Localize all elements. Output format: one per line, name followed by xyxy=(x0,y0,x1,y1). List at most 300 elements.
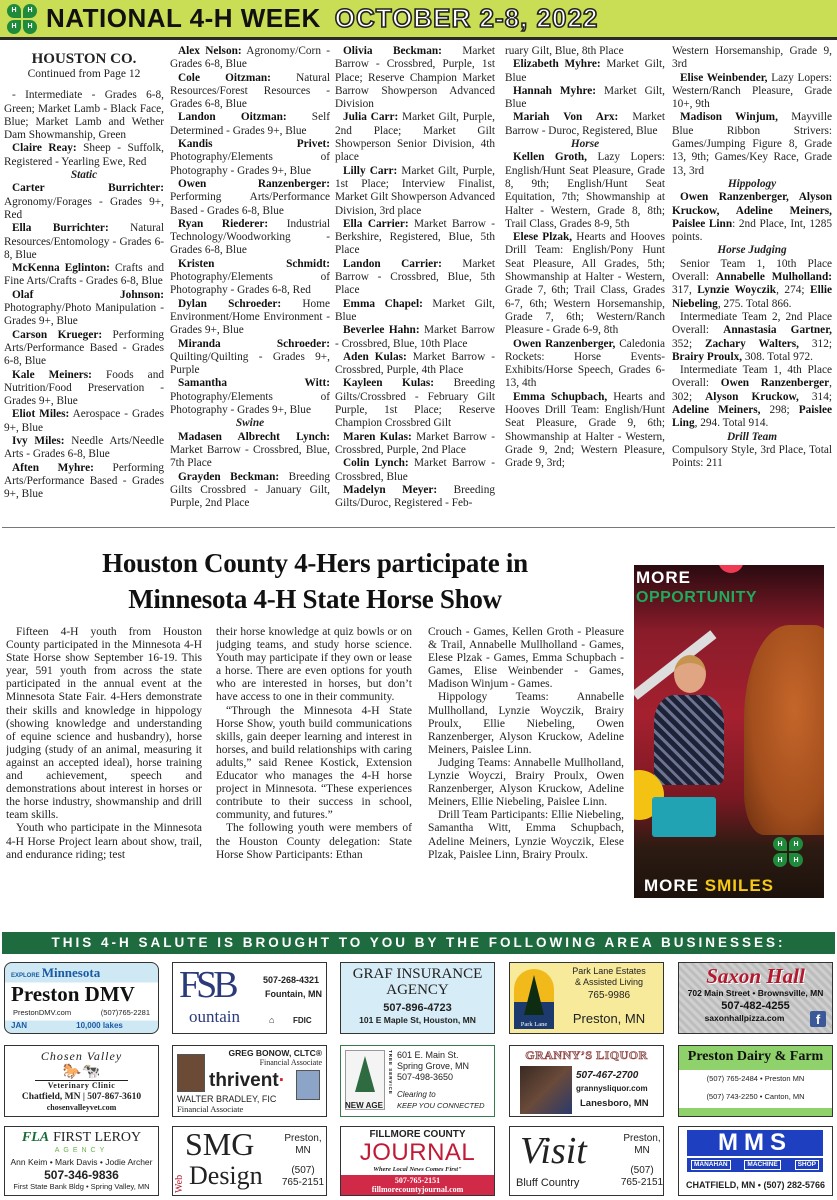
ad-state: MN xyxy=(295,1145,311,1156)
result-text: Agronomy/Corn - Grades 6-8, Blue xyxy=(170,45,331,71)
result-text: Market Gilt, Blue xyxy=(505,58,665,84)
article-paragraph: Crouch - Games, Kellen Groth - Pleasure & Trail, Annabelle Mullholland - Games, Elese Plzak - Games, Emma Schupbach - Games, Elise Weinbender - Games, Madison Winjum - Games. xyxy=(428,626,624,691)
result-text: , 294. Total 914. xyxy=(694,417,769,430)
ad-slogan-2: KEEP YOU CONNECTED xyxy=(397,1101,485,1110)
result-entry xyxy=(170,72,330,112)
ad-fsb-fountain[interactable] xyxy=(172,962,327,1034)
ad-phone: 507-896-4723 xyxy=(383,1002,452,1014)
result-text: 317, xyxy=(672,284,698,297)
participant-name: Madasen Albrecht Lynch: xyxy=(178,430,330,443)
participant-name: Ellie Niebeling xyxy=(672,284,832,310)
result-text: ruary Gilt, Blue, 8th Place xyxy=(505,45,624,57)
article-paragraph: Drill Team Participants: Ellie Niebeling, Samantha Witt, Emma Schupbach, Adeline Meiners, Lynzie Woyczik, Elese Plzak, Paislee Linn, Brairy Proulx. xyxy=(428,809,624,861)
ad-location: Fountain, MN xyxy=(265,989,322,999)
article-paragraph: “Through the Minnesota 4-H State Horse Show, youth build communications skills, gain deeper learning and interest in horses, and build relationships with caring adults,” said Renee Kostick, Extension Educator who manages the 4-H horse project in Minnesota. “These experiences contribute to their success in school, community, and futures.” xyxy=(216,704,412,822)
participant-name: Elise Weinbender, xyxy=(680,71,768,84)
ad-new-age-tree-service[interactable] xyxy=(340,1045,495,1117)
participant-name: Kandis Privet: xyxy=(178,138,330,151)
ad-address: 101 E Maple St, Houston, MN xyxy=(359,1015,476,1025)
result-text: Mayville Blue Ribbon Strivers: Games/Jumping Figure 8, Grade 13, 9th; Games/Key Race, Grade 13, 3rd xyxy=(672,111,832,177)
promo-line-2: OPPORTUNITY xyxy=(636,589,758,606)
clover-leaf: H xyxy=(773,853,787,867)
ad-name: Saxon Hall xyxy=(706,964,805,988)
result-text: Performing Arts/Performance Based - Grades 6-8, Blue xyxy=(4,328,165,368)
result-text: Market Gilt, Purple, 2nd Place; Market Gilt Showperson Senior Division, 4th place xyxy=(335,111,496,164)
result-text: Senior Team 1, 10th Place Overall: xyxy=(672,257,832,284)
participant-name: Ella Burrichter: xyxy=(12,222,109,235)
result-entry xyxy=(4,462,164,502)
participant-name: Emma Chapel: xyxy=(343,297,423,310)
participant-name: Owen Ranzenberger, Alyson Kruckow, Adeline Meiners, Paislee Linn xyxy=(672,191,832,230)
result-text: Breeding Gilts/Crossbred - February Gilt Purple, 1st Place; Reserve Champion Crossbred Gilt xyxy=(335,377,496,430)
participant-name: Carter Burrichter: xyxy=(12,182,164,195)
participant-name: Kellen Groth, xyxy=(513,151,587,164)
ad-url: PrestonDMV.com xyxy=(13,1008,72,1017)
ad-body xyxy=(679,1070,832,1108)
mms-word: MACHINE xyxy=(744,1160,780,1170)
result-text: Needle Arts/Needle Arts - Grades 6-8, Blue xyxy=(4,435,164,461)
participant-name: Landon Oitzman: xyxy=(178,111,287,124)
result-text: , 302; xyxy=(672,377,832,403)
ad-slogan: Clearing to xyxy=(397,1090,436,1099)
result-text: Lazy Lopers: Western/Ranch Pleasure, Grade 10+, 9th xyxy=(672,71,832,111)
category-heading: Static xyxy=(70,169,98,182)
result-text: Intermediate Team 2, 2nd Place Overall: xyxy=(672,310,832,337)
result-entry xyxy=(672,45,832,72)
participant-name: Owen Ranzenberger xyxy=(720,377,830,390)
thrivent-logo xyxy=(209,1070,285,1092)
result-entry xyxy=(335,484,495,511)
participant-name: Madison Winjum, xyxy=(680,111,778,124)
ad-url: fillmorecountyjournal.com xyxy=(371,1185,464,1194)
result-text: Lazy Lopers: English/Hunt Seat Pleasure, Grade 8, 9th; English/Hunt Seat Equitation, 7th; Showmanship at Halter - Western, Grade 8, 8th; Trail Class, Grades 8-9, 5th xyxy=(505,151,665,230)
result-text: Market Barrow - Crossbred, Blue, 7th Place xyxy=(170,443,330,470)
headline-line-1: Houston County 4-Hers participate in xyxy=(102,548,528,578)
article-paragraph: Fifteen 4-H youth from Houston County participated in the Minnesota 4-H State Horse show September 16-19. This year, 591 youth from across the state participated in the annual event at the Minnesota State Fair. 4-Hers demonstrate their skills and knowledge in hippology (showing knowledge and understanding of equine science and husbandry), horse judging (study of an animal, measuring it against an accepted ideal), horse training and achievement, speech and demonstrations about interest in horses or the horse industry, showmanship and drill team skills. xyxy=(6,626,202,822)
result-entry xyxy=(4,408,164,435)
ad-agency: AGENCY xyxy=(54,1147,109,1154)
result-text: Photography/Elements of Photography - Grades 9+, Blue xyxy=(170,390,330,417)
result-entry xyxy=(335,165,495,218)
ad-phone: 507-467-2700 xyxy=(576,1070,639,1081)
participant-name: Mariah Von Arx: xyxy=(513,111,619,124)
result-text: - Intermediate - Grades 6-8, Green; Market Lamb - Black Face, Blue; Market Lamb and Wether Dam Showmanship, Green xyxy=(4,89,164,142)
ad-name: GRANNY’S LIQUOR xyxy=(525,1048,648,1062)
participant-name: Carson Krueger: xyxy=(12,328,103,341)
result-text: Breeding Gilts Crossbred - January Gilt, Purple, 2nd Place xyxy=(170,470,330,510)
result-text: Market Barrow - Duroc, Registered, Blue xyxy=(505,111,665,137)
ad-phone: 507-482-4255 xyxy=(721,1000,790,1012)
result-entry xyxy=(672,111,832,177)
smg-logo: SMG xyxy=(185,1126,255,1162)
ad-state-name: Minnesota xyxy=(41,965,101,980)
result-text: Self Determined - Grades 9+, Blue xyxy=(170,111,330,137)
agent-name: GREG BONOW, CLTC® xyxy=(228,1048,322,1058)
result-entry xyxy=(170,218,330,258)
ad-name: JOURNAL xyxy=(359,1139,476,1166)
participant-name: Kale Meiners: xyxy=(12,368,92,381)
fla-logo: FLA xyxy=(21,1130,50,1145)
result-entry xyxy=(170,258,330,298)
continued-note: Continued from Page 12 xyxy=(27,68,141,80)
result-text: 312; xyxy=(798,337,832,350)
ad-address: 601 E. Main St. xyxy=(397,1050,459,1060)
participant-name: Kristen Schmidt: xyxy=(178,257,330,270)
result-text: Aerospace - Grades 9+, Blue xyxy=(4,408,164,434)
smg-web: Web xyxy=(174,1174,185,1193)
result-text: , 275. Total 866. xyxy=(717,297,792,310)
article-paragraph: Judging Teams: Annabelle Mullholland, Lynzie Woyczi, Brairy Proulx, Owen Ranzenberger, Alyson Kruckow, Adeline Meiners, Ellie Niebeling, Paislee Linn. xyxy=(428,756,624,809)
results-column-2 xyxy=(170,45,330,510)
category-heading: Swine xyxy=(235,417,265,430)
result-text: Hearts and Hooves Drill Team: English/Pony Hunt Seat Pleasure, All Grades, 5th; Showmanship at Halter - Western, Grade 7, 6th; Trail Class, Grades 6-7, 6th; Western Horsemanship, Grade 7, 6th; Western/Ranch Pleasure - Grade 6-9, 8th xyxy=(505,231,666,337)
article-column-3 xyxy=(428,626,624,926)
ad-contact-2: (507) 743-2250 • Canton, MN xyxy=(706,1092,805,1101)
4h-clover-icon xyxy=(772,836,804,868)
ad-chosen-valley-vet[interactable] xyxy=(4,1045,159,1117)
result-entry xyxy=(335,45,495,111)
result-text: 298; xyxy=(760,404,799,417)
decor-circle xyxy=(718,565,744,573)
participant-name: Olaf Johnson: xyxy=(12,288,164,301)
ad-saxon-hall[interactable] xyxy=(678,962,833,1034)
result-text: 314; xyxy=(798,390,832,403)
result-text: Home Environment/Home Environment - Grades 9+, Blue xyxy=(170,297,331,337)
result-text: : 2nd Place, Int, 1285 points. xyxy=(672,217,832,244)
result-entry xyxy=(505,391,665,471)
result-entry xyxy=(672,364,832,430)
clover-leaf: H xyxy=(773,837,787,851)
agent-title: Financial Associate xyxy=(259,1058,322,1067)
participant-name: Lynzie Woyczik xyxy=(697,284,777,297)
participant-name: Hannah Myhre: xyxy=(513,84,597,97)
result-entry xyxy=(170,45,330,72)
participant-name: Kayleen Kulas: xyxy=(343,377,435,390)
participant-name: Emma Schupbach, xyxy=(513,390,608,403)
promo-line-3 xyxy=(644,876,774,896)
section-heading: HOUSTON CO. xyxy=(31,51,137,67)
mms-word: MANAHAN xyxy=(691,1160,731,1170)
ad-phone: 765-2151 xyxy=(281,1177,325,1188)
animals-icon: 🐎🐄 xyxy=(62,1063,101,1080)
result-entry xyxy=(4,289,164,329)
result-text: Market Gilt, Blue xyxy=(335,297,495,323)
participant-name: Cole Oitzman: xyxy=(178,71,271,84)
mms-words xyxy=(687,1158,823,1172)
clover-leaf: H xyxy=(23,20,37,34)
ad-visit-bluff-country[interactable] xyxy=(509,1126,664,1196)
result-text: Market Gilt, Purple, 1st Place; Interview Finalist, Market Gilt Showperson Advanced Division, 3rd place xyxy=(335,164,495,217)
article-paragraph: The following youth were members of the Houston County delegation: State Horse Show Participants: Ethan xyxy=(216,822,412,861)
ad-phone: 765-9986 xyxy=(587,990,631,1001)
ad-fillmore-county-journal[interactable] xyxy=(340,1126,495,1196)
ad-photo xyxy=(520,1066,572,1114)
promo-line-1: MORE xyxy=(636,568,691,587)
clover-leaf: H xyxy=(7,4,21,18)
ad-url: chosenvalleyvet.com xyxy=(46,1103,117,1112)
participant-name: Zachary Walters, xyxy=(705,337,799,350)
article-headline xyxy=(0,545,630,617)
result-text: Industrial Technology/Woodworking - Grades 6-8, Blue xyxy=(170,217,330,257)
agent-photo xyxy=(296,1070,320,1100)
ad-contact: (507) 765-2484 • Preston MN xyxy=(706,1074,805,1083)
article-paragraph: Hippology Teams: Annabelle Mullholland, Lynzie Woyczik, Brairy Proulx, Ellie Niebeling, Owen Ranzenberger, Alyson Kruckow, Adeline Meiners, Paislee Linn. xyxy=(428,691,624,756)
sponsor-banner: THIS 4-H SALUTE IS BROUGHT TO YOU BY THE FOLLOWING AREA BUSINESSES: xyxy=(2,932,835,954)
ad-city: Preston, MN xyxy=(572,1011,646,1026)
logo-text: thrivent xyxy=(209,1070,279,1091)
result-entry xyxy=(4,435,164,462)
result-entry xyxy=(335,377,495,430)
page-banner xyxy=(0,0,837,40)
participant-name: Paislee Ling xyxy=(672,404,832,430)
result-entry xyxy=(335,457,495,484)
result-text: , 274; xyxy=(776,284,811,297)
ad-name: Park Lane Estates xyxy=(572,966,646,976)
promo-smiles: SMILES xyxy=(704,876,775,895)
crate-figure xyxy=(652,797,716,837)
ad-city: Preston, xyxy=(284,1133,322,1144)
participant-name: Brairy Proulx, xyxy=(672,350,743,363)
participant-name: Aden Kulas: xyxy=(343,350,407,363)
ad-name: Visit xyxy=(520,1130,587,1172)
participant-name: Ivy Miles: xyxy=(12,435,65,448)
participant-name: Claire Reay: xyxy=(12,142,77,155)
ad-area-code: (507) xyxy=(291,1165,315,1176)
fsb-logo-sub: ountain xyxy=(189,1007,240,1026)
participant-name: Ella Carrier: xyxy=(343,217,409,230)
fdic-label: FDIC xyxy=(293,1016,312,1025)
results-column-5 xyxy=(672,45,832,471)
result-text: Market Barrow - Crossbred, Blue xyxy=(335,457,495,483)
result-entry xyxy=(672,444,832,471)
ad-name xyxy=(5,1130,158,1146)
participant-name: Ryan Riederer: xyxy=(178,217,269,230)
result-text: 352; xyxy=(672,337,705,350)
result-text: Hearts and Hooves Drill Team: English/Hunt Seat Pleasure, Grade 9, 6th; Showmanship at Halter - Western, Grade 9, 2nd; Western Pleasure, Grade 9, 3rd; xyxy=(505,390,665,470)
smg-design: Design xyxy=(189,1161,263,1190)
promo-more: MORE xyxy=(644,876,699,895)
boy-figure xyxy=(654,695,724,785)
ad-preston-dmv[interactable] xyxy=(4,962,159,1034)
result-entry xyxy=(335,431,495,458)
results-column-3 xyxy=(335,45,495,510)
fsb-logo: FSB xyxy=(179,964,235,1006)
ad-name-text: FIRST LEROY xyxy=(53,1130,142,1145)
result-entry xyxy=(672,258,832,311)
participant-name: Alyson Kruckow, xyxy=(705,390,799,403)
equal-housing-icon: ⌂ xyxy=(269,1015,275,1025)
result-entry xyxy=(335,298,495,325)
result-text: Market Barrow - Crossbred, Purple, 1st Place; Reserve Champion Market Barrow Showperson Advanced Division xyxy=(335,45,496,111)
participant-name: Annabelle Mulholland: xyxy=(715,271,832,284)
ad-name: Preston Dairy & Farm xyxy=(687,1049,824,1064)
result-entry xyxy=(4,222,164,262)
ad-name-2: Bluff Country xyxy=(516,1177,580,1189)
ad-city: Preston, xyxy=(623,1133,661,1144)
ad-clinic: Veterinary Clinic xyxy=(35,1080,128,1091)
ad-phone: (507)765-2281 xyxy=(100,1008,150,1017)
ad-state xyxy=(11,965,100,981)
result-entry xyxy=(672,72,832,112)
result-text: Market Gilt, Blue xyxy=(505,84,666,111)
participant-name: Owen Ranzenberger, xyxy=(513,337,616,350)
ad-name: NEW AGE xyxy=(345,1101,383,1110)
result-text: Western Horsemanship, Grade 9, 3rd xyxy=(672,45,832,71)
article-column-2 xyxy=(216,626,412,926)
ad-name: Preston DMV xyxy=(11,982,135,1006)
ad-month: JAN xyxy=(11,1021,28,1030)
ad-contact: CHATFIELD, MN • (507) 282-5766 xyxy=(685,1180,826,1190)
ad-url: grannysliquor.com xyxy=(576,1084,648,1093)
result-entry xyxy=(335,351,495,378)
ad-area-code: (507) xyxy=(630,1165,654,1176)
result-text: Performing Arts/Performance Based - Grades 6-8, Blue xyxy=(170,191,330,217)
result-entry xyxy=(4,182,164,222)
result-text: 308. Total 972. xyxy=(742,350,813,363)
article-paragraph: their horse knowledge at quiz bowls or on judging teams, and study horse science. Youth may participate if they own or lease a horse. There are even options for youth who are interested in horses, but don’t have access to one in their community. xyxy=(216,626,412,704)
ad-url: saxonhallpizza.com xyxy=(704,1013,785,1023)
ad-graf-insurance[interactable] xyxy=(340,962,495,1034)
ad-manahan-machine-shop[interactable] xyxy=(678,1126,833,1196)
result-entry xyxy=(505,58,665,85)
result-entry xyxy=(170,471,330,511)
category-heading: Horse xyxy=(570,138,600,151)
ad-phone: 507-346-9836 xyxy=(44,1168,119,1182)
participant-name: Dylan Schroeder: xyxy=(178,297,282,310)
result-entry xyxy=(335,258,495,298)
ad-name: Chosen Valley xyxy=(40,1049,123,1063)
ad-name: GRAF INSURANCE xyxy=(352,966,483,982)
result-text: Compulsory Style, 3rd Place, Total Points: 211 xyxy=(672,443,832,470)
participant-name: Madelyn Meyer: xyxy=(343,483,438,496)
result-text: Breeding Gilts/Duroc, Registered - Feb- xyxy=(335,483,495,510)
cow-figure xyxy=(744,625,824,835)
result-entry xyxy=(672,191,832,244)
participant-name: McKenna Eglinton: xyxy=(12,262,110,275)
result-entry xyxy=(672,311,832,364)
section-divider xyxy=(2,527,835,528)
result-text: Market Barrow - Crossbred, Purple, 4th Place xyxy=(335,350,495,377)
mms-logo: MMS xyxy=(687,1130,823,1156)
tree-icon xyxy=(355,1056,375,1092)
category-heading: Hippology xyxy=(727,177,777,190)
result-entry xyxy=(505,338,665,391)
participant-name: Colin Lynch: xyxy=(343,457,409,470)
result-text: Natural Resources/Forest Resources - Grades 6-8, Blue xyxy=(170,71,331,111)
participant-name: Maren Kulas: xyxy=(343,430,412,443)
participant-name: Alex Nelson: xyxy=(178,45,242,57)
promo-photo xyxy=(634,565,824,898)
result-entry xyxy=(4,369,164,409)
result-text: Intermediate Team 1, 4th Place Overall: xyxy=(672,364,832,390)
ad-address: First State Bank Bldg • Spring Valley, MN xyxy=(13,1182,150,1191)
participant-name: Eliot Miles: xyxy=(12,408,70,421)
participant-name: Elese Plzak, xyxy=(513,231,573,244)
result-entry xyxy=(170,377,330,417)
participant-name: Beverlee Hahn: xyxy=(343,324,420,337)
ad-explore: EXPLORE xyxy=(11,973,40,979)
results-section xyxy=(0,45,837,520)
category-heading: Horse Judging xyxy=(717,244,787,257)
tree-icon xyxy=(524,975,544,1015)
ad-phone: 507-498-3650 xyxy=(397,1072,454,1082)
result-entry xyxy=(170,338,330,378)
clover-leaf: H xyxy=(789,837,803,851)
mms-word: SHOP xyxy=(795,1160,819,1170)
logo-mark: · xyxy=(278,1070,286,1091)
ad-phone: 765-2151 xyxy=(620,1177,664,1188)
clover-leaf: H xyxy=(789,853,803,867)
ad-address: 702 Main Street • Brownsville, MN xyxy=(687,988,824,998)
result-entry xyxy=(505,45,665,58)
ad-name-2: & Assisted Living xyxy=(574,977,644,987)
ad-staff: Ann Keim • Mark Davis • Jodie Archer xyxy=(10,1157,153,1167)
ad-thrivent[interactable] xyxy=(172,1045,327,1117)
participant-name: Julia Carr: xyxy=(343,111,399,124)
ad-preston-dairy[interactable] xyxy=(678,1045,833,1117)
agent-title: Financial Associate xyxy=(177,1104,244,1114)
ad-name-top: FILLMORE COUNTY xyxy=(369,1129,466,1140)
result-entry xyxy=(4,142,164,169)
result-entry xyxy=(170,138,330,178)
participant-name: Elizabeth Myhre: xyxy=(513,58,601,71)
participant-name: Landon Carrier: xyxy=(343,257,442,270)
result-text: Market Barrow - Berkshire, Registered, Blue, 5th Place xyxy=(335,217,495,257)
result-text: Performing Arts/Performance Based - Grades 9+, Blue xyxy=(4,461,165,501)
article-paragraph: Youth who participate in the Minnesota 4-H Horse Project learn about show, trail, and endurance riding; test xyxy=(6,822,202,861)
ad-first-leroy[interactable] xyxy=(4,1126,159,1196)
clover-leaf: H xyxy=(7,20,21,34)
ad-lakes: 10,000 lakes xyxy=(76,1021,123,1030)
agent-name: WALTER BRADLEY, FIC xyxy=(177,1094,277,1104)
banner-title: NATIONAL 4-H WEEK xyxy=(46,3,321,33)
participant-name: Olivia Beckman: xyxy=(343,45,442,57)
result-text: Sheep - Suffolk, Registered - Yearling Ewe, Red xyxy=(4,142,164,168)
participant-name: Aften Myhre: xyxy=(12,461,94,474)
ad-state: MN xyxy=(634,1145,650,1156)
result-entry xyxy=(170,298,330,338)
result-text: Market Barrow - Crossbred, Blue, 10th Place xyxy=(335,324,495,350)
participant-name: Grayden Beckman: xyxy=(178,470,280,483)
result-entry xyxy=(505,151,665,231)
article-column-1 xyxy=(6,626,202,926)
ad-smg-web-design[interactable] xyxy=(172,1126,327,1196)
result-text: Caledonia Rockets: Horse Events-Exhibits/Horse Speech, Grades 6-13, 4th xyxy=(505,337,665,390)
result-entry xyxy=(505,111,665,138)
participant-name: Lilly Carr: xyxy=(343,164,398,177)
result-entry xyxy=(335,218,495,258)
ad-phone: 507-765-2151 xyxy=(394,1176,441,1185)
ad-name-2: AGENCY xyxy=(386,982,449,998)
facebook-icon[interactable]: f xyxy=(810,1011,826,1027)
participant-name: Samantha Witt: xyxy=(178,377,330,390)
participant-name: Owen Ranzenberger: xyxy=(178,177,330,190)
ad-city: Spring Grove, MN xyxy=(397,1061,470,1071)
result-entry xyxy=(4,89,164,142)
results-column-1 xyxy=(4,45,164,502)
boy-head xyxy=(674,655,706,693)
ad-park-lane[interactable] xyxy=(509,962,664,1034)
result-text: Photography/Photo Manipulation - Grades 9+, Blue xyxy=(4,302,164,328)
ad-grannys-liquor[interactable] xyxy=(509,1045,664,1117)
result-text: Crafts and Fine Arts/Crafts - Grades 6-8, Blue xyxy=(4,262,164,288)
ad-phone: 507-268-4321 xyxy=(263,975,320,985)
result-text: Market Barrow - Crossbred, Blue, 5th Place xyxy=(335,257,495,297)
ad-footer xyxy=(341,1175,494,1195)
result-entry xyxy=(170,178,330,218)
4h-clover-icon xyxy=(6,3,38,35)
participant-name: Miranda Schroeder: xyxy=(178,337,330,350)
